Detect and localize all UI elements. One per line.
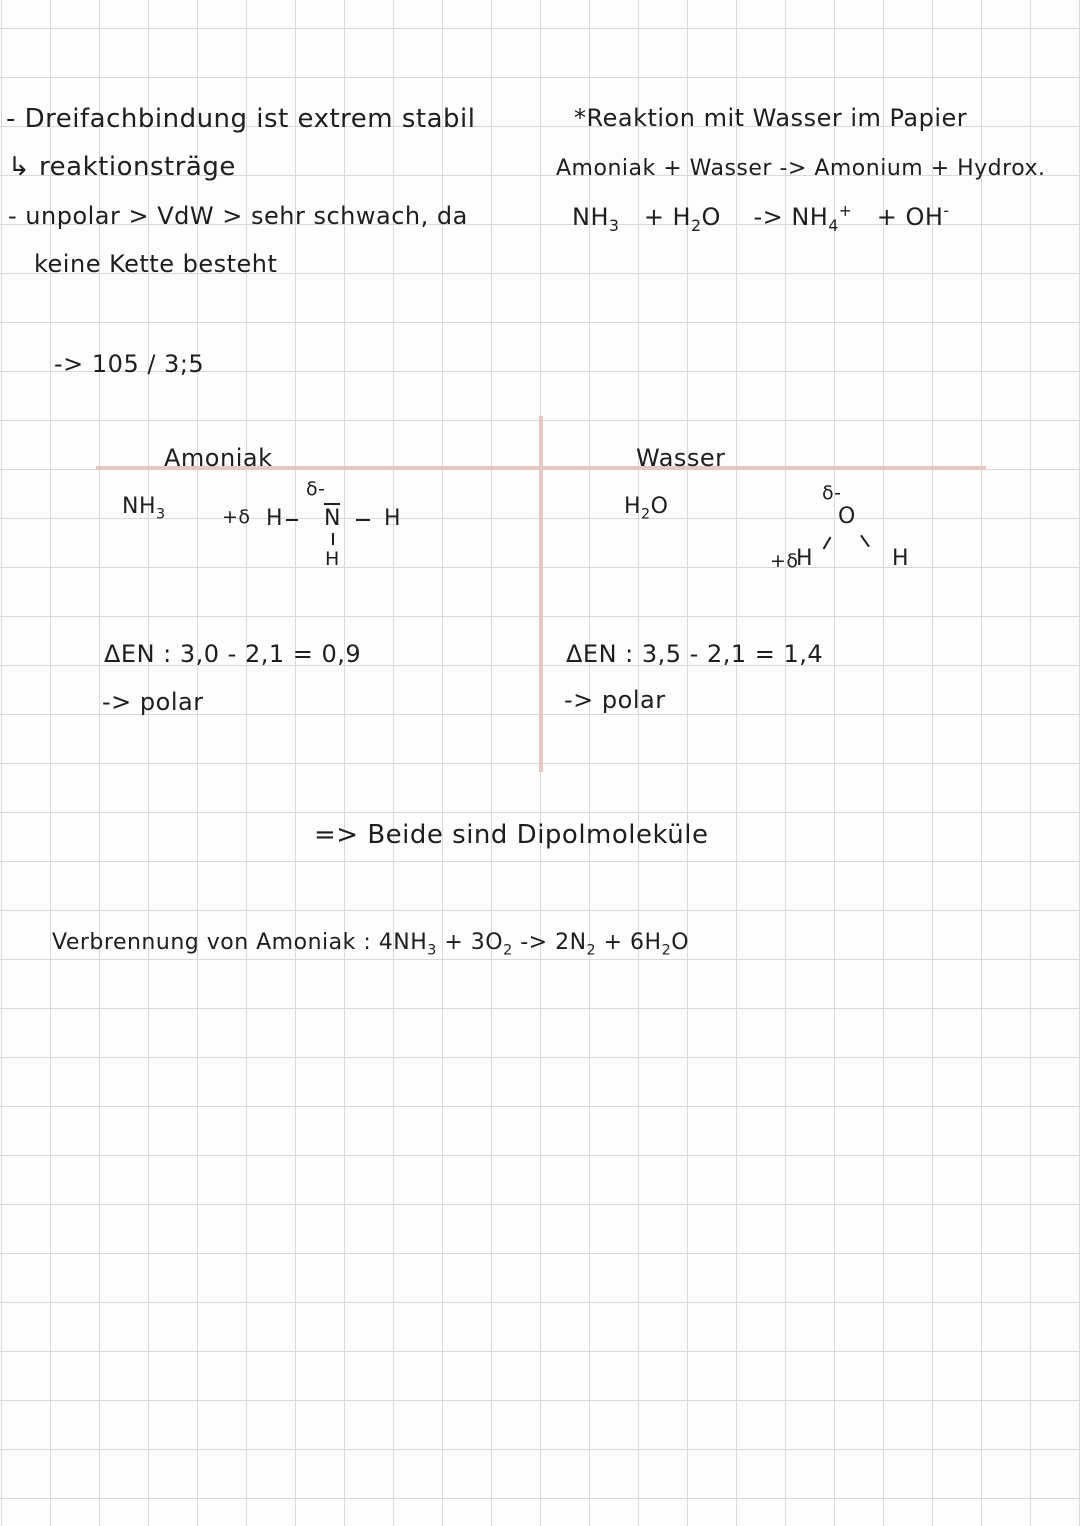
reaction-words: Amoniak + Wasser -> Amonium + Hydrox.	[556, 156, 1046, 181]
combustion-o2-subscript: 2	[503, 942, 513, 959]
combustion-n2: -> 2N	[512, 930, 587, 955]
reactant-nh3: NH	[572, 203, 609, 231]
amoniak-formula	[122, 496, 166, 522]
reaction-formula	[572, 204, 950, 234]
reactant-nh3-subscript: 3	[609, 216, 620, 235]
combustion-h2o-oxygen: O	[671, 930, 690, 955]
reactant-h2o: + H	[643, 203, 692, 231]
wasser-formula	[624, 496, 668, 522]
wasser-h-right: H	[892, 546, 910, 571]
amoniak-bond-left	[286, 519, 298, 521]
wasser-formula-subscript: 2	[641, 506, 651, 523]
conclusion: => Beide sind Dipolmoleküle	[314, 820, 709, 850]
wasser-formula-h: H	[624, 494, 642, 519]
combustion-equation	[52, 932, 689, 958]
wasser-h-left: H	[796, 546, 814, 571]
amoniak-result: -> polar	[102, 688, 204, 716]
wasser-delta-minus: δ-	[822, 482, 842, 504]
combustion-n2-subscript: 2	[586, 942, 597, 959]
amoniak-en-difference: ΔEN : 3,0 - 2,1 = 0,9	[104, 640, 362, 668]
wasser-oxygen: O	[838, 504, 856, 529]
amoniak-h-bottom: H	[325, 548, 340, 570]
combustion-nh3: 4NH	[378, 930, 428, 955]
column-header-amoniak: Amoniak	[164, 444, 273, 472]
wasser-bond-left	[823, 536, 832, 549]
wasser-en-difference: ΔEN : 3,5 - 2,1 = 1,4	[566, 640, 824, 668]
product-nh4-charge: +	[838, 202, 853, 220]
column-header-wasser: Wasser	[636, 444, 726, 472]
amoniak-delta-minus: δ-	[306, 478, 326, 500]
product-oh-charge: -	[943, 202, 950, 220]
amoniak-delta-plus: +δ	[222, 506, 251, 528]
amoniak-bond-bottom	[332, 533, 334, 545]
amoniak-formula-subscript: 3	[156, 506, 166, 523]
wasser-formula-o: O	[650, 494, 669, 519]
amoniak-bond-right	[356, 519, 370, 521]
note-triple-bond: - Dreifachbindung ist extrem stabil	[6, 104, 476, 134]
reactant-h2o-oxygen: O	[701, 203, 721, 231]
amoniak-lone-pair	[324, 503, 340, 505]
combustion-h2o: + 6H	[596, 930, 662, 955]
amoniak-formula-nh: NH	[122, 494, 156, 519]
product-nh4-subscript: 4	[828, 216, 839, 235]
wasser-delta-plus: +δ	[770, 550, 799, 572]
wasser-bond-right	[860, 535, 870, 548]
combustion-o2: + 3O	[436, 930, 504, 955]
note-no-chain: keine Kette besteht	[34, 250, 278, 278]
product-oh: + OH	[876, 203, 944, 231]
table-center-rule	[539, 416, 543, 772]
reactant-h2o-subscript: 2	[691, 216, 702, 235]
combustion-label: Verbrennung von Amoniak :	[52, 930, 372, 955]
amoniak-h-left: H	[266, 506, 284, 531]
product-nh4: -> NH	[753, 203, 829, 231]
combustion-h2o-subscript: 2	[661, 942, 672, 959]
wasser-result: -> polar	[564, 686, 666, 714]
note-unreactive: ↳ reaktionsträge	[8, 152, 236, 182]
note-unpolar: - unpolar > VdW > sehr schwach, da	[8, 202, 468, 230]
note-page-reference: -> 105 / 3;5	[54, 350, 205, 378]
combustion-nh3-subscript: 3	[427, 942, 437, 959]
amoniak-h-right: H	[384, 506, 402, 531]
reaction-heading: *Reaktion mit Wasser im Papier	[574, 104, 968, 132]
amoniak-nitrogen: N	[324, 506, 341, 531]
